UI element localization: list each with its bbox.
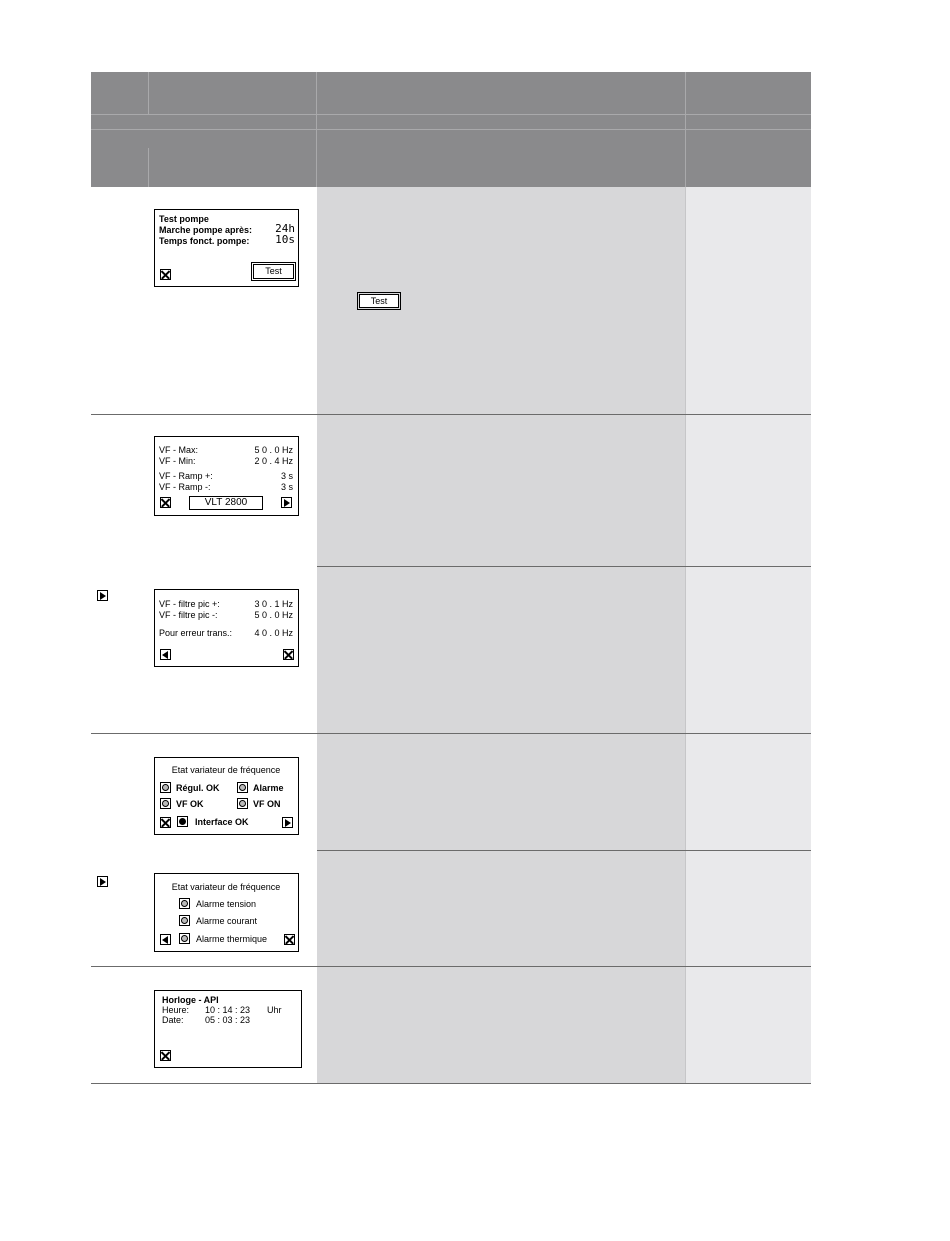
interface-ok-label: Interface OK bbox=[195, 817, 249, 827]
vf-ramp-up-value: 3 s bbox=[280, 471, 293, 481]
row-divider bbox=[91, 414, 811, 415]
close-icon[interactable] bbox=[160, 1050, 171, 1061]
transition-error-label: Pour erreur trans.: bbox=[159, 628, 233, 638]
row-divider bbox=[317, 850, 811, 851]
voltage-alarm-label: Alarme tension bbox=[196, 899, 257, 909]
vf-ok-label: VF OK bbox=[176, 799, 204, 809]
status-indicator-icon bbox=[179, 898, 190, 909]
arrow-left-icon[interactable] bbox=[160, 649, 171, 660]
vf-alarm-screen bbox=[154, 873, 299, 952]
status-indicator-icon bbox=[179, 915, 190, 926]
pump-runtime-label: Temps fonct. pompe: bbox=[159, 236, 250, 246]
close-icon[interactable] bbox=[283, 649, 294, 660]
arrow-right-icon[interactable] bbox=[282, 817, 293, 828]
current-alarm-label: Alarme courant bbox=[196, 916, 258, 926]
transition-error-value: 4 0 . 0 Hz bbox=[254, 628, 293, 638]
arrow-right-icon bbox=[97, 876, 108, 887]
header-divider bbox=[148, 72, 149, 114]
row-divider bbox=[91, 1083, 811, 1084]
vf-ramp-down-label: VF - Ramp -: bbox=[159, 482, 211, 492]
arrow-left-icon[interactable] bbox=[160, 934, 171, 945]
status-indicator-icon bbox=[237, 798, 248, 809]
column-divider bbox=[685, 187, 686, 1084]
header-divider bbox=[91, 114, 811, 115]
header-divider bbox=[148, 148, 149, 187]
screen-title: Horloge - API bbox=[162, 995, 219, 1005]
time-label: Heure: bbox=[162, 1005, 190, 1015]
time-unit: Uhr bbox=[267, 1005, 282, 1015]
vf-filter-screen bbox=[154, 589, 299, 667]
filter-peak-plus-label: VF - filtre pic +: bbox=[159, 599, 220, 609]
test-button[interactable]: Test bbox=[253, 264, 294, 279]
status-indicator-icon bbox=[237, 782, 248, 793]
vf-min-label: VF - Min: bbox=[159, 456, 196, 466]
thermal-alarm-label: Alarme thermique bbox=[196, 934, 268, 944]
vf-parameters-screen bbox=[154, 436, 299, 516]
filter-peak-minus-value: 5 0 . 0 Hz bbox=[254, 610, 293, 620]
pump-start-label: Marche pompe après: bbox=[159, 225, 253, 235]
vf-min-value: 2 0 . 4 Hz bbox=[254, 456, 293, 466]
screen-title: Test pompe bbox=[159, 214, 209, 224]
vlt-2800-button[interactable]: VLT 2800 bbox=[189, 496, 263, 510]
pump-runtime-value: 10s bbox=[275, 233, 295, 246]
status-indicator-icon bbox=[160, 798, 171, 809]
close-icon[interactable] bbox=[284, 934, 295, 945]
header-divider bbox=[91, 129, 811, 130]
vf-on-label: VF ON bbox=[253, 799, 281, 809]
status-indicator-icon bbox=[160, 782, 171, 793]
close-icon[interactable] bbox=[160, 497, 171, 508]
test-pump-screen bbox=[154, 209, 299, 287]
status-indicator-icon bbox=[177, 816, 188, 827]
vf-max-label: VF - Max: bbox=[159, 445, 199, 455]
row-divider bbox=[91, 733, 811, 734]
alarm-label: Alarme bbox=[253, 783, 284, 793]
notes-column bbox=[685, 187, 811, 1084]
date-value: 05 : 03 : 23 bbox=[205, 1015, 251, 1025]
clock-screen bbox=[154, 990, 302, 1068]
vf-state-screen bbox=[154, 757, 299, 835]
row-divider bbox=[91, 966, 811, 967]
screen-title: Etat variateur de fréquence bbox=[171, 765, 281, 775]
date-label: Date: bbox=[162, 1015, 184, 1025]
close-icon[interactable] bbox=[160, 817, 171, 828]
close-icon[interactable] bbox=[160, 269, 171, 280]
time-value: 10 : 14 : 23 bbox=[205, 1005, 251, 1015]
arrow-right-icon bbox=[97, 590, 108, 601]
row-divider bbox=[317, 566, 811, 567]
test-button-reference: Test bbox=[359, 294, 399, 308]
arrow-right-icon[interactable] bbox=[281, 497, 292, 508]
vf-ramp-up-label: VF - Ramp +: bbox=[159, 471, 213, 481]
vf-ramp-down-value: 3 s bbox=[280, 482, 293, 492]
vf-max-value: 5 0 . 0 Hz bbox=[254, 445, 293, 455]
regulation-ok-label: Régul. OK bbox=[176, 783, 220, 793]
filter-peak-plus-value: 3 0 . 1 Hz bbox=[254, 599, 293, 609]
description-column bbox=[317, 187, 685, 1084]
pump-start-value: 24h bbox=[275, 222, 295, 235]
screen-title: Etat variateur de fréquence bbox=[171, 882, 281, 892]
filter-peak-minus-label: VF - filtre pic -: bbox=[159, 610, 218, 620]
status-indicator-icon bbox=[179, 933, 190, 944]
